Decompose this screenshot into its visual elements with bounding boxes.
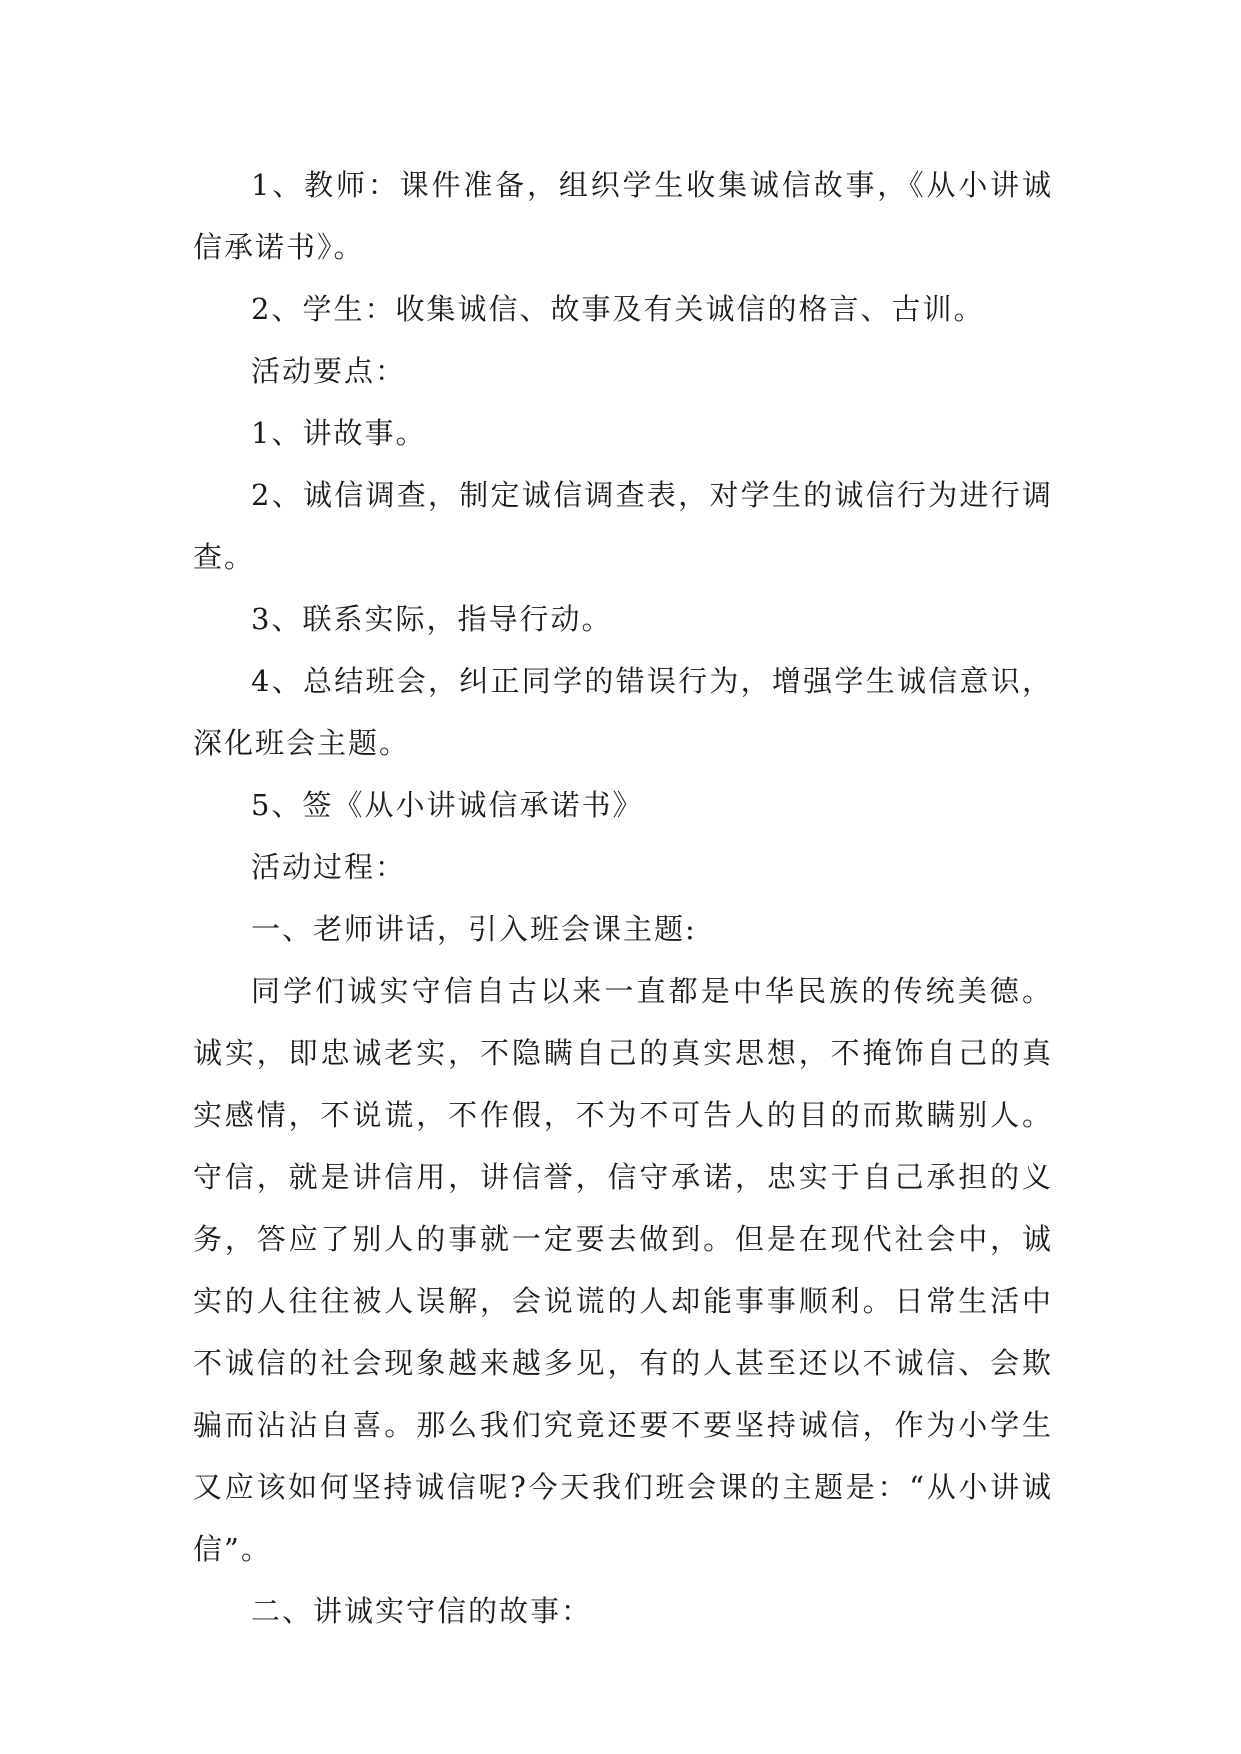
document-body xyxy=(193,154,1053,1642)
paragraph-point-4: 4、总结班会，纠正同学的错误行为，增强学生诚信意识，深化班会主题。 xyxy=(193,664,1053,760)
paragraph-point-5: 5、签《从小讲诚信承诺书》 xyxy=(251,788,644,822)
heading-section-1: 一、老师讲话，引入班会课主题: xyxy=(251,912,697,946)
heading-section-2: 二、讲诚实守信的故事： xyxy=(251,1594,593,1628)
paragraph-student-prep: 2、学生：收集诚信、故事及有关诚信的格言、古训。 xyxy=(251,292,985,326)
paragraph-teacher-speech: 同学们诚实守信自古以来一直都是中华民族的传统美德。诚实，即忠诚老实，不隐瞒自己的真实思想，不掩饰自己的真实感情，不说谎，不作假，不为不可告人的目的而欺瞒别人。守信，就是讲信用，讲信誉，信守承诺，忠实于自己承担的义务，答应了别人的事就一定要去做到。但是在现代社会中，诚实的人往往被人误解，会说谎的人却能事事顺利。日常生活中不诚信的社会现象越来越多见，有的人甚至还以不诚信、会欺骗而沾沾自喜。那么我们究竟还要不要坚持诚信，作为小学生又应该如何坚持诚信呢?今天我们班会课的主题是：“从小讲诚信”。 xyxy=(193,974,1053,1566)
heading-activity-points: 活动要点： xyxy=(251,354,407,388)
paragraph-point-1: 1、讲故事。 xyxy=(251,416,427,450)
paragraph-teacher-prep: 1、教师：课件准备，组织学生收集诚信故事，《从小讲诚信承诺书》。 xyxy=(193,168,1053,264)
heading-activity-process: 活动过程： xyxy=(251,850,407,884)
paragraph-point-2: 2、诚信调查，制定诚信调查表，对学生的诚信行为进行调查。 xyxy=(193,478,1053,574)
paragraph-point-3: 3、联系实际，指导行动。 xyxy=(251,602,613,636)
